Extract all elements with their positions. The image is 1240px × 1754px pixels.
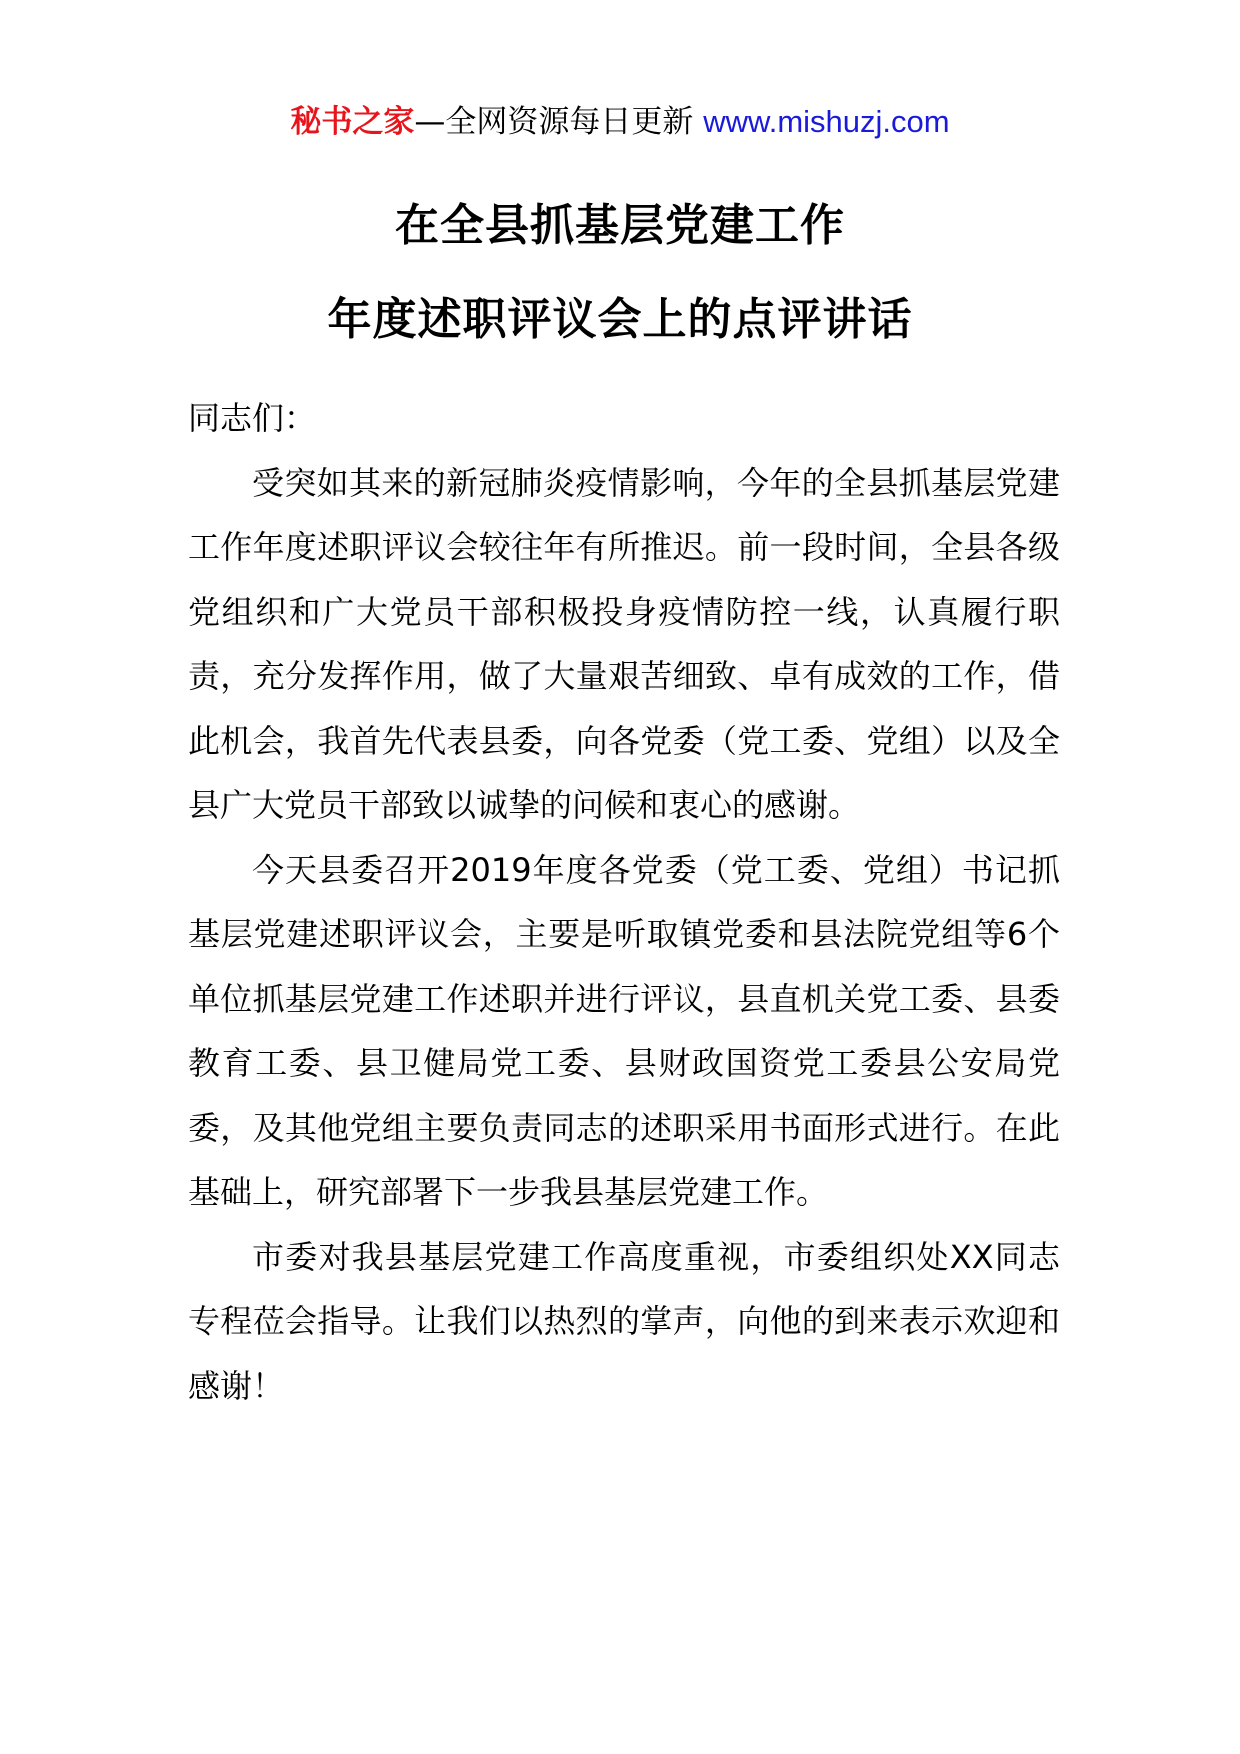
document-title-line-1: 在全县抓基层党建工作 (395, 200, 845, 251)
site-url-link[interactable]: www.mishuzj.com (703, 104, 950, 139)
paragraph-1: 受突如其来的新冠肺炎疫情影响，今年的全县抓基层党建工作年度述职评议会较往年有所推迟。前一段时间，全县各级党组织和广大党员干部积极投身疫情防控一线，认真履行职责，充分发挥作用，做了大量艰苦细致、卓有成效的工作，借此机会，我首先代表县委，向各党委（党工委、党组）以及全县广大党员干部致以诚挚的问候和衷心的感谢。 (188, 463, 1060, 824)
salutation: 同志们： (188, 399, 317, 437)
paragraph-3: 市委对我县基层党建工作高度重视，市委组织处XX同志专程莅会指导。让我们以热烈的掌声，向他的到来表示欢迎和感谢！ (188, 1237, 1060, 1405)
document-body (188, 386, 1060, 1418)
header-tagline: —全网资源每日更新 (414, 104, 704, 140)
site-header (0, 100, 1240, 144)
brand-name: 秘书之家 (290, 104, 415, 140)
document-title-line-2: 年度述职评议会上的点评讲话 (327, 294, 913, 345)
paragraph-2: 今天县委召开2019年度各党委（党工委、党组）书记抓基层党建述职评议会，主要是听取镇党委和县法院党组等6个单位抓基层党建工作述职并进行评议，县直机关党工委、县委教育工委、县卫健局党工委、县财政国资党工委县公安局党委，及其他党组主要负责同志的述职采用书面形式进行。在此基础上，研究部署下一步我县基层党建工作。 (188, 850, 1060, 1211)
